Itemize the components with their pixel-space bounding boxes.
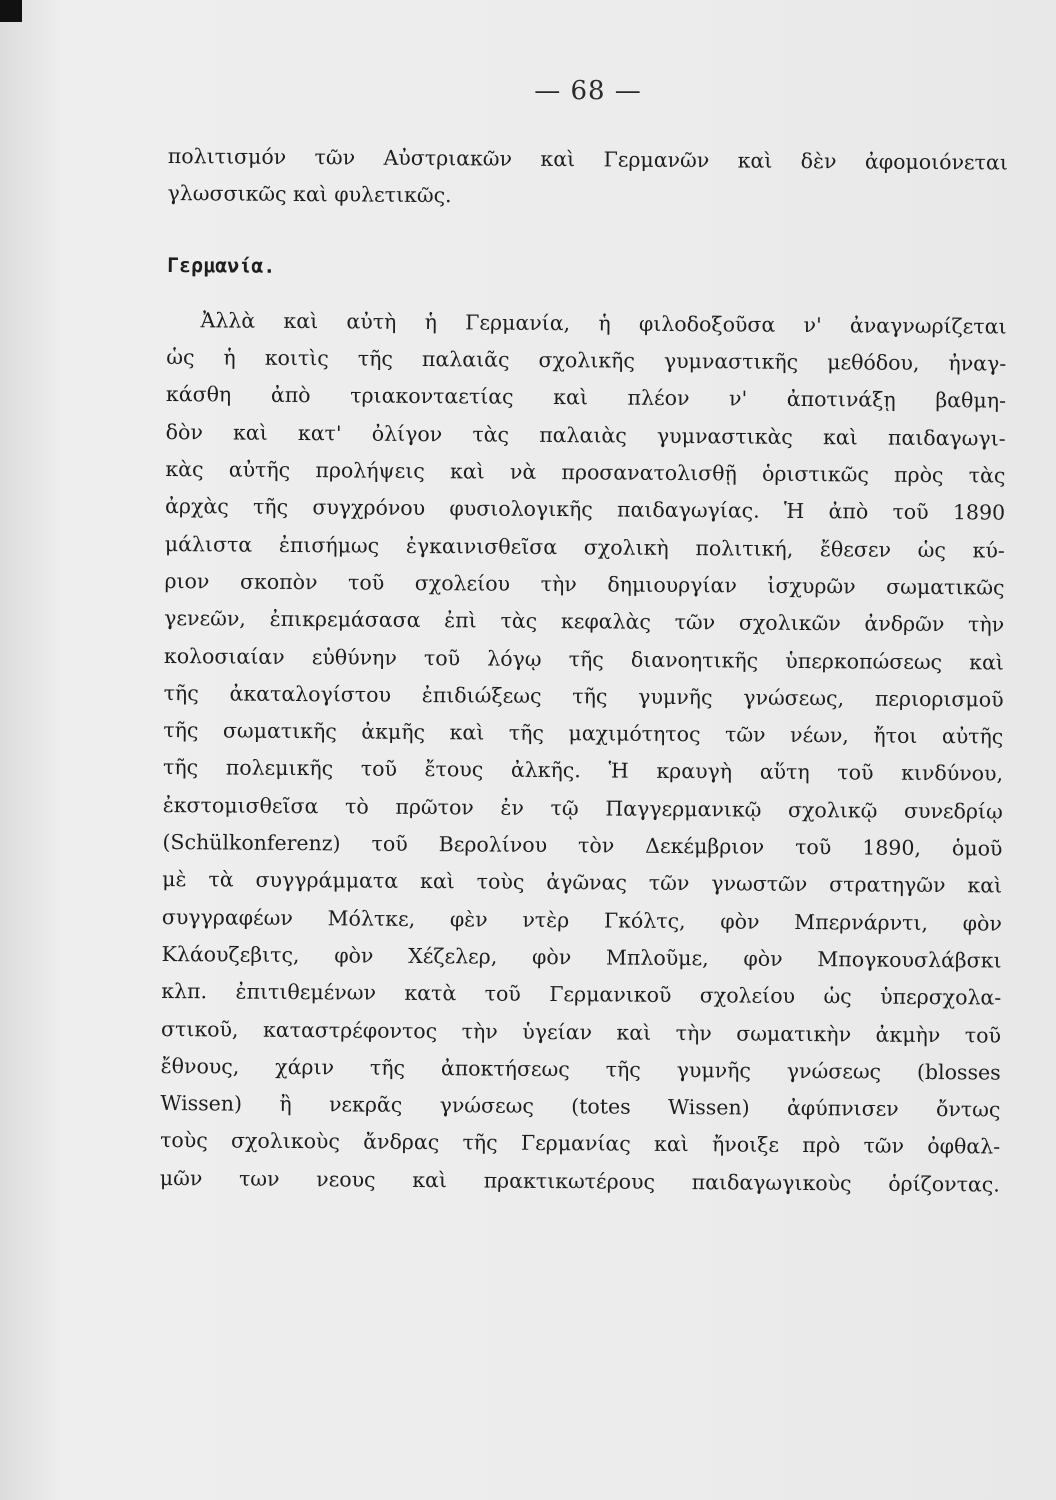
text-line: ἐκστομισθεῖσα τὸ πρῶτον ἐν τῷ Παγγερμανικῷ σχολικῷ συνεδρίῳ <box>162 792 1003 824</box>
text-line: μὲ τὰ συγγράμματα καὶ τοὺς ἀγῶνας τῶν γνωστῶν στρατηγῶν καὶ <box>162 867 1003 898</box>
text-line: γενεῶν, ἐπικρεμάσασα ἐπὶ τὰς κεφαλὰς τῶν σχολικῶν ἀνδρῶν τὴν <box>164 606 1005 637</box>
text-line: κάσθη ἀπὸ τριακονταετίας καὶ πλέον ν' ἀποτινάξῃ βαθμη- <box>165 382 1007 414</box>
text-line: κλπ. ἐπιτιθεμένων κατὰ τοῦ Γερμανικοῦ σχολείου ὡς ὑπερσχολα- <box>161 979 1002 1010</box>
text-line: τῆς ἀκαταλογίστου ἐπιδιώξεως τῆς γυμνῆς γνώσεως, περιορισμοῦ <box>163 680 1004 712</box>
text-line: δὸν καὶ κατ' ὀλίγον τὰς παλαιὰς γυμναστικὰς καὶ παιδαγωγι- <box>165 419 1006 451</box>
text-line: κολοσιαίαν εὐθύνην τοῦ λόγῳ τῆς διανοητικῆς ὑπερκοπώσεως καὶ <box>163 643 1005 675</box>
text-line: Ἀλλὰ καὶ αὐτὴ ἡ Γερμανία, ἡ φιλοδοξοῦσα ν' ἀναγνωρίζεται <box>200 308 1007 339</box>
text-line: τῆς πολεμικῆς τοῦ ἔτους ἀλκῆς. Ἡ κραυγὴ αὕτη τοῦ κινδύνου, <box>162 755 1004 787</box>
text-line: στικοῦ, καταστρέφοντος τὴν ὑγείαν καὶ τὴν σωματικὴν ἀκμὴν τοῦ <box>160 1016 1002 1048</box>
text-line: μῶν των νεους καὶ πρακτικωτέρους παιδαγωγικοὺς ὁρίζοντας. <box>159 1165 1000 1197</box>
scan-corner-mark <box>0 0 22 22</box>
page-number: — 68 — <box>534 76 642 106</box>
text-line: ἀρχὰς τῆς συγχρόνου φυσιολογικῆς παιδαγωγίας. Ἡ ἀπὸ τοῦ 1890 <box>165 494 1006 525</box>
text-line: τοὺς σχολικοὺς ἄνδρας τῆς Γερμανίας καὶ ἤνοιξε πρὸ τῶν ὀφθαλ- <box>160 1128 1001 1159</box>
text-line: τῆς σωματικῆς ἀκμῆς καὶ τῆς μαχιμότητος τῶν νέων, ἤτοι αὐτῆς <box>163 718 1004 749</box>
text-line: Wissen) ἢ νεκρᾶς γνώσεως (totes Wissen) ἀφύπνισεν ὄντως <box>160 1091 1001 1122</box>
text-line: συγγραφέων Μόλτκε, φὲν ντὲρ Γκόλτς, φὸν Μπερνάρντι, φὸν <box>161 904 1002 936</box>
text-line: ἔθνους, χάριν τῆς ἀποκτήσεως τῆς γυμνῆς γνώσεως (blosses <box>160 1053 1001 1085</box>
text-line: ριον σκοπὸν τοῦ σχολείου τὴν δημιουργίαν ἰσχυρῶν σωματικῶς <box>164 568 1005 600</box>
text-line: μάλιστα ἐπισήμως ἐγκαινισθεῖσα σχολικὴ πολιτική, ἔθεσεν ὡς κύ- <box>164 531 1005 563</box>
text-line: ὡς ἡ κοιτὶς τῆς παλαιᾶς σχολικῆς γυμναστικῆς μεθόδου, ἠναγ- <box>166 345 1007 376</box>
text-line: κὰς αὐτῆς προλήψεις καὶ νὰ προσανατολισθῇ ὁριστικῶς πρὸς τὰς <box>165 457 1006 488</box>
section-heading: Γερμανία. <box>166 252 276 278</box>
text-line: γλωσσικῶς καὶ φυλετικῶς. <box>167 181 452 208</box>
text-line: πολιτισμόν τῶν Αὐστριακῶν καὶ Γερμανῶν καὶ δὲν ἀφομοιόνεται <box>167 143 1008 175</box>
body-text <box>160 138 1008 1204</box>
text-line: (Schülkonferenz) τοῦ Βερολίνου τὸν Δεκέμβριον τοῦ 1890, ὁμοῦ <box>162 830 1003 861</box>
text-line: Κλάουζεβιτς, φὸν Χέζελερ, φὸν Μπλοῦμε, φὸν Μπογκουσλάβσκι <box>161 941 1002 973</box>
